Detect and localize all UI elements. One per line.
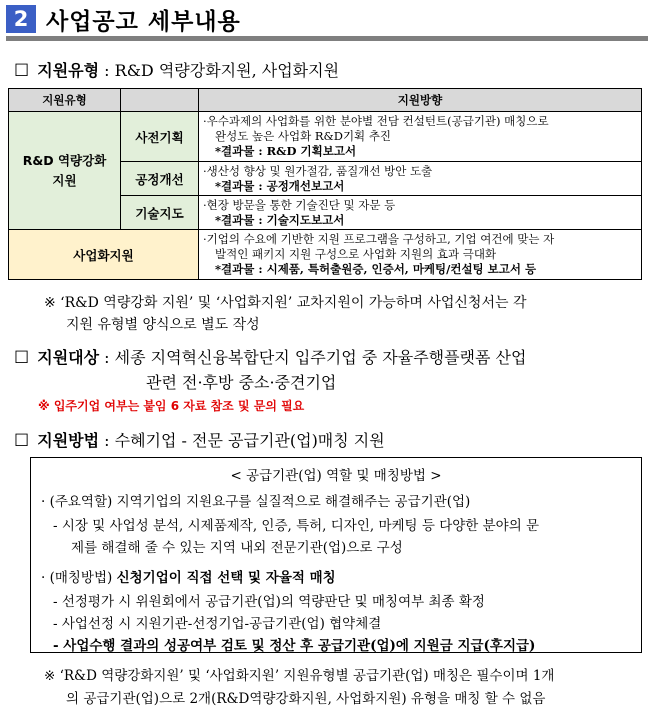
- support-type-heading: [14, 58, 339, 81]
- page-title: 사업공고 세부내용: [46, 8, 241, 35]
- row-name: 기술지도: [121, 196, 199, 230]
- checkbox-icon: ☐: [14, 348, 30, 368]
- row-name: 사업화지원: [9, 230, 199, 280]
- checkbox-icon: ☐: [14, 431, 30, 451]
- role-item: · (주요역할) 지역기업의 지원요구를 실질적으로 해결해주는 공급기관(업): [41, 494, 471, 510]
- desc-line: ·우수과제의 사업화를 위한 분야별 전담 컨설턴트(공급기관) 매칭으로: [203, 114, 549, 128]
- table-header-type: 지원유형: [9, 89, 121, 112]
- box-title: < 공급기관(업) 역할 및 매칭방법 >: [230, 468, 442, 484]
- matching-prefix: · (매칭방법): [41, 570, 117, 586]
- target-value: : 세종 지역혁신융복합단지 입주기업 중 자율주행플랫폼 산업: [99, 348, 527, 367]
- row-name: 공정개선: [121, 162, 199, 196]
- desc-result: *결과물 : 공정개선보고서: [215, 178, 345, 193]
- matching-method-box: [30, 457, 642, 653]
- desc-result: *결과물 : 시제품, 특허출원증, 인증서, 마케팅/컨설팅 보고서 등: [215, 262, 537, 276]
- matching-bold: 신청기업이 직접 선택 및 자율적 매칭: [116, 570, 336, 586]
- note-matching-line: ※ ‘R&D 역량강화지원’ 및 ‘사업화지원’ 지원유형별 공급기관(업) 매칭은 필수이며 1개: [44, 668, 555, 684]
- row-name: 사전기획: [121, 112, 199, 162]
- matching-sub: - 선정평가 시 위원회에서 공급기관(업)의 역량판단 및 매칭여부 최종 확정: [53, 594, 485, 610]
- row-desc: [199, 230, 642, 280]
- note-line: ※ ‘R&D 역량강화 지원’ 및 ‘사업화지원’ 교차지원이 가능하며 사업신청서는 각: [44, 295, 527, 311]
- target-label: 지원대상: [37, 348, 100, 367]
- method-value: : 수혜기업 - 전문 공급기관(업)매칭 지원: [99, 431, 385, 450]
- desc-line: ·기업의 수요에 기반한 지원 프로그램을 구성하고, 기업 여건에 맞는 자: [203, 232, 555, 246]
- checkbox-icon: ☐: [14, 61, 30, 81]
- method-label: 지원방법: [37, 431, 100, 450]
- desc-result: *결과물 : R&D 기획보고서: [215, 144, 357, 158]
- role-sub: - 시장 및 사업성 분석, 시제품제작, 인증, 특허, 디자인, 마케팅 등 다양한 분야의 문: [53, 518, 540, 534]
- table-header-blank: [121, 89, 199, 112]
- desc-line: ·생산성 향상 및 원가절감, 품질개선 방안 도출: [203, 163, 433, 178]
- matching-sub: - 사업수행 결과의 성공여부 검토 및 정산 후 공급기관(업)에 지원금 지급(후지급): [53, 638, 536, 654]
- row-desc: [199, 162, 642, 196]
- desc-line: ·현장 방문을 통한 기술진단 및 자문 등: [203, 197, 396, 212]
- section-number: 2: [6, 5, 36, 33]
- desc-line: 완성도 높은 사업화 R&D기획 추진: [215, 129, 392, 143]
- table-header-direction: 지원방향: [199, 89, 642, 112]
- matching-item: [41, 566, 336, 586]
- row-desc: [199, 112, 642, 162]
- note-cross-support: [44, 292, 526, 336]
- note-line: 지원 유형별 양식으로 별도 작성: [66, 317, 260, 333]
- desc-line: 발적인 패키지 지원 구성으로 사업화 지원의 효과 극대화: [215, 247, 497, 261]
- row-desc: [199, 196, 642, 230]
- target-value-cont: 관련 전·후방 중소·중견기업: [146, 373, 337, 392]
- rd-group-cell: R&D 역량강화 지원: [9, 112, 121, 230]
- note-matching-line: 의 공급기관(업)으로 2개(R&D역량강화지원, 사업화지원) 유형을 매칭 할 수 없음: [66, 691, 546, 707]
- method-heading: [14, 428, 385, 451]
- desc-result: *결과물 : 기술지도보고서: [215, 212, 345, 227]
- target-note: ※ 입주기업 여부는 붙임 6 자료 참조 및 문의 필요: [38, 399, 305, 413]
- support-type-label: 지원유형: [37, 61, 100, 80]
- header-rule: [6, 36, 648, 41]
- role-sub: 제를 해결해 줄 수 있는 지역 내외 전문기관(업)으로 구성: [71, 540, 403, 556]
- support-type-table: [8, 88, 642, 280]
- support-type-value: : R&D 역량강화지원, 사업화지원: [99, 61, 340, 80]
- section-header: [6, 4, 241, 34]
- matching-sub: - 사업선정 시 지원기관-선정기업-공급기관(업) 협약체결: [53, 616, 382, 632]
- target-heading: [14, 345, 526, 368]
